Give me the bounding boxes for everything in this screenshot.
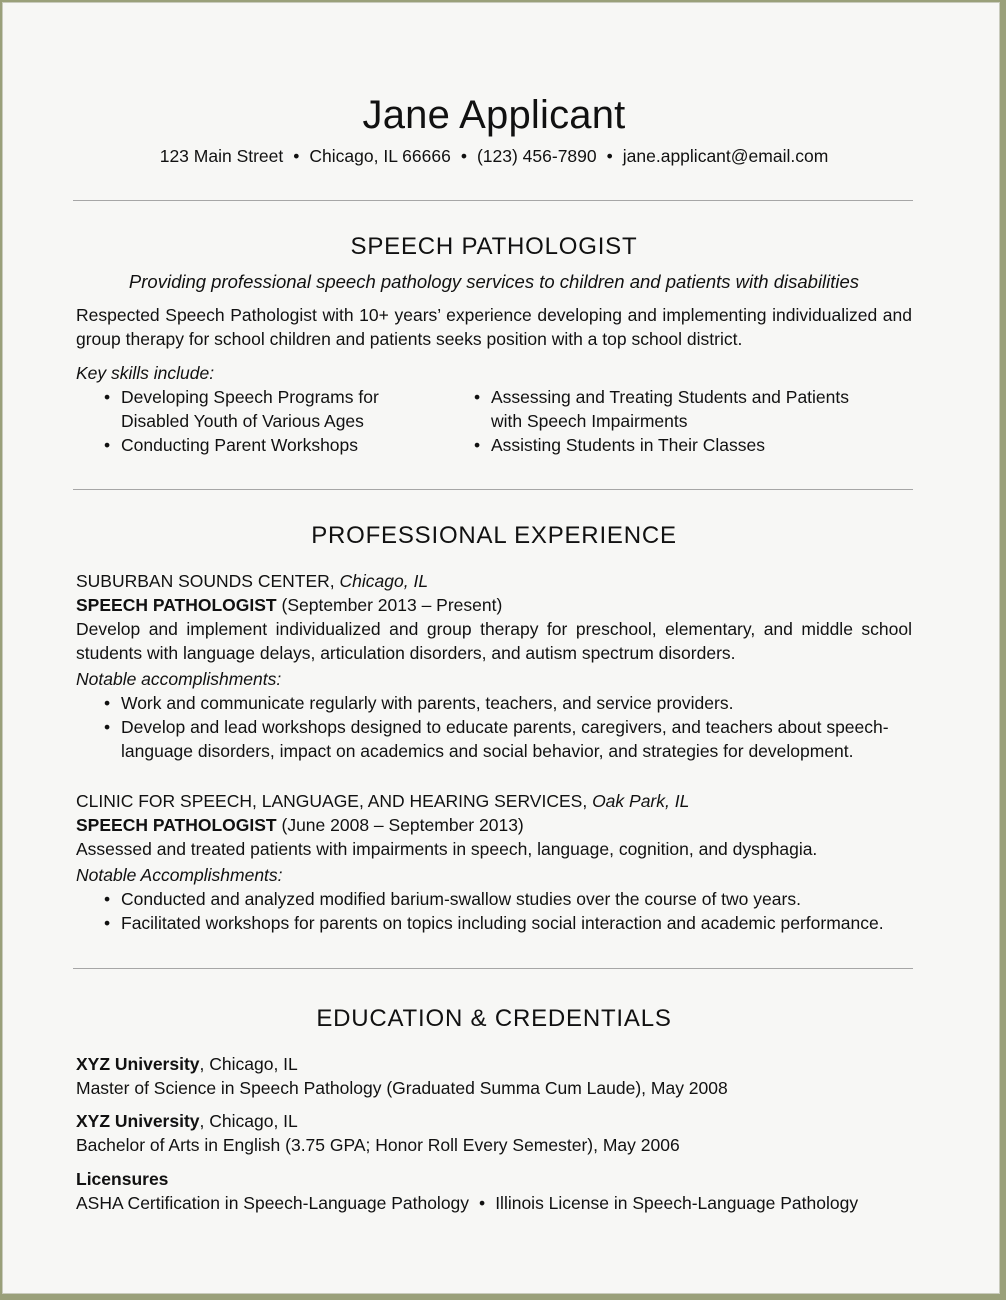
job-description: Develop and implement individualized and group therapy for preschool, elementary, and middle school students with language delays, articulation disorders, and autism spectrum disorders. <box>76 619 912 663</box>
accomplishments-list <box>76 887 936 935</box>
contact-city: Chicago, IL 66666 <box>309 146 451 166</box>
contact-separator: • <box>606 146 613 166</box>
skills-label: Key skills include: <box>76 363 215 383</box>
job-location: Chicago, IL <box>339 571 429 591</box>
divider <box>73 968 913 969</box>
contact-line <box>3 146 985 167</box>
contact-phone: (123) 456-7890 <box>476 146 597 166</box>
education-degree: Master of Science in Speech Pathology (Graduated Summa Cum Laude), May 2008 <box>76 1078 728 1098</box>
summary-paragraph: Respected Speech Pathologist with 10+ years’ experience developing and implementing individualized and group therapy for school children and patients seeks position with a top school district. <box>76 305 912 349</box>
education-title: EDUCATION & CREDENTIALS <box>316 1005 672 1032</box>
job-description: Assessed and treated patients with impairments in speech, language, cognition, and dysphagia. <box>76 839 818 859</box>
divider <box>73 489 913 490</box>
contact-address: 123 Main Street <box>159 146 284 166</box>
education-school-line <box>76 1052 298 1076</box>
resume-page <box>2 2 1000 1294</box>
skills-list-right <box>446 385 866 457</box>
job-role-line <box>76 593 502 617</box>
job-employer: SUBURBAN SOUNDS CENTER, <box>76 571 335 591</box>
licensure-item: ASHA Certification in Speech-Language Pathology <box>76 1193 470 1213</box>
contact-separator: • <box>293 146 300 166</box>
experience-title: PROFESSIONAL EXPERIENCE <box>311 522 677 549</box>
job-role-line <box>76 813 524 837</box>
licensures-line <box>76 1191 858 1215</box>
licensure-item: Illinois License in Speech-Language Pathology <box>495 1193 859 1213</box>
list-item: • Facilitated workshops for parents on topics including social interaction and academic performance. <box>76 911 936 935</box>
education-school: XYZ University <box>76 1111 200 1131</box>
accomplishments-label: Notable Accomplishments: <box>76 865 283 885</box>
applicant-name: Jane Applicant <box>362 93 626 137</box>
list-item: • Work and communicate regularly with parents, teachers, and service providers. <box>76 691 916 715</box>
list-item: • Developing Speech Programs for Disabled Youth of Various Ages <box>76 385 406 433</box>
list-item: • Conducting Parent Workshops <box>76 433 406 457</box>
summary-title: SPEECH PATHOLOGIST <box>350 233 638 260</box>
job-location: Oak Park, IL <box>592 791 690 811</box>
job-employer-line <box>76 789 689 813</box>
education-degree: Bachelor of Arts in English (3.75 GPA; Honor Roll Every Semester), May 2006 <box>76 1135 680 1155</box>
education-location: , Chicago, IL <box>199 1054 298 1074</box>
divider <box>73 200 913 201</box>
contact-email: jane.applicant@email.com <box>622 146 829 166</box>
skills-list-left <box>76 385 406 457</box>
licensures-label: Licensures <box>76 1169 169 1189</box>
job-employer-line <box>76 569 428 593</box>
accomplishments-label: Notable accomplishments: <box>76 669 282 689</box>
contact-separator: • <box>479 1193 486 1213</box>
education-school-line <box>76 1109 298 1133</box>
contact-separator: • <box>460 146 467 166</box>
list-item: • Conducted and analyzed modified barium-swallow studies over the course of two years. <box>76 887 936 911</box>
job-role: SPEECH PATHOLOGIST <box>76 815 277 835</box>
education-location: , Chicago, IL <box>199 1111 298 1131</box>
summary-tagline: Providing professional speech pathology services to children and patients with disabilities <box>128 271 860 292</box>
list-item: • Develop and lead workshops designed to educate parents, caregivers, and teachers about speech-language disorders, impact on academics and social behavior, and strategies for development. <box>76 715 916 763</box>
job-employer: CLINIC FOR SPEECH, LANGUAGE, AND HEARING SERVICES, <box>76 791 588 811</box>
job-dates: (June 2008 – September 2013) <box>281 815 524 835</box>
accomplishments-list <box>76 691 916 763</box>
list-item: • Assessing and Treating Students and Patients with Speech Impairments <box>446 385 866 433</box>
education-school: XYZ University <box>76 1054 200 1074</box>
list-item: • Assisting Students in Their Classes <box>446 433 866 457</box>
job-dates: (September 2013 – Present) <box>281 595 503 615</box>
job-role: SPEECH PATHOLOGIST <box>76 595 277 615</box>
